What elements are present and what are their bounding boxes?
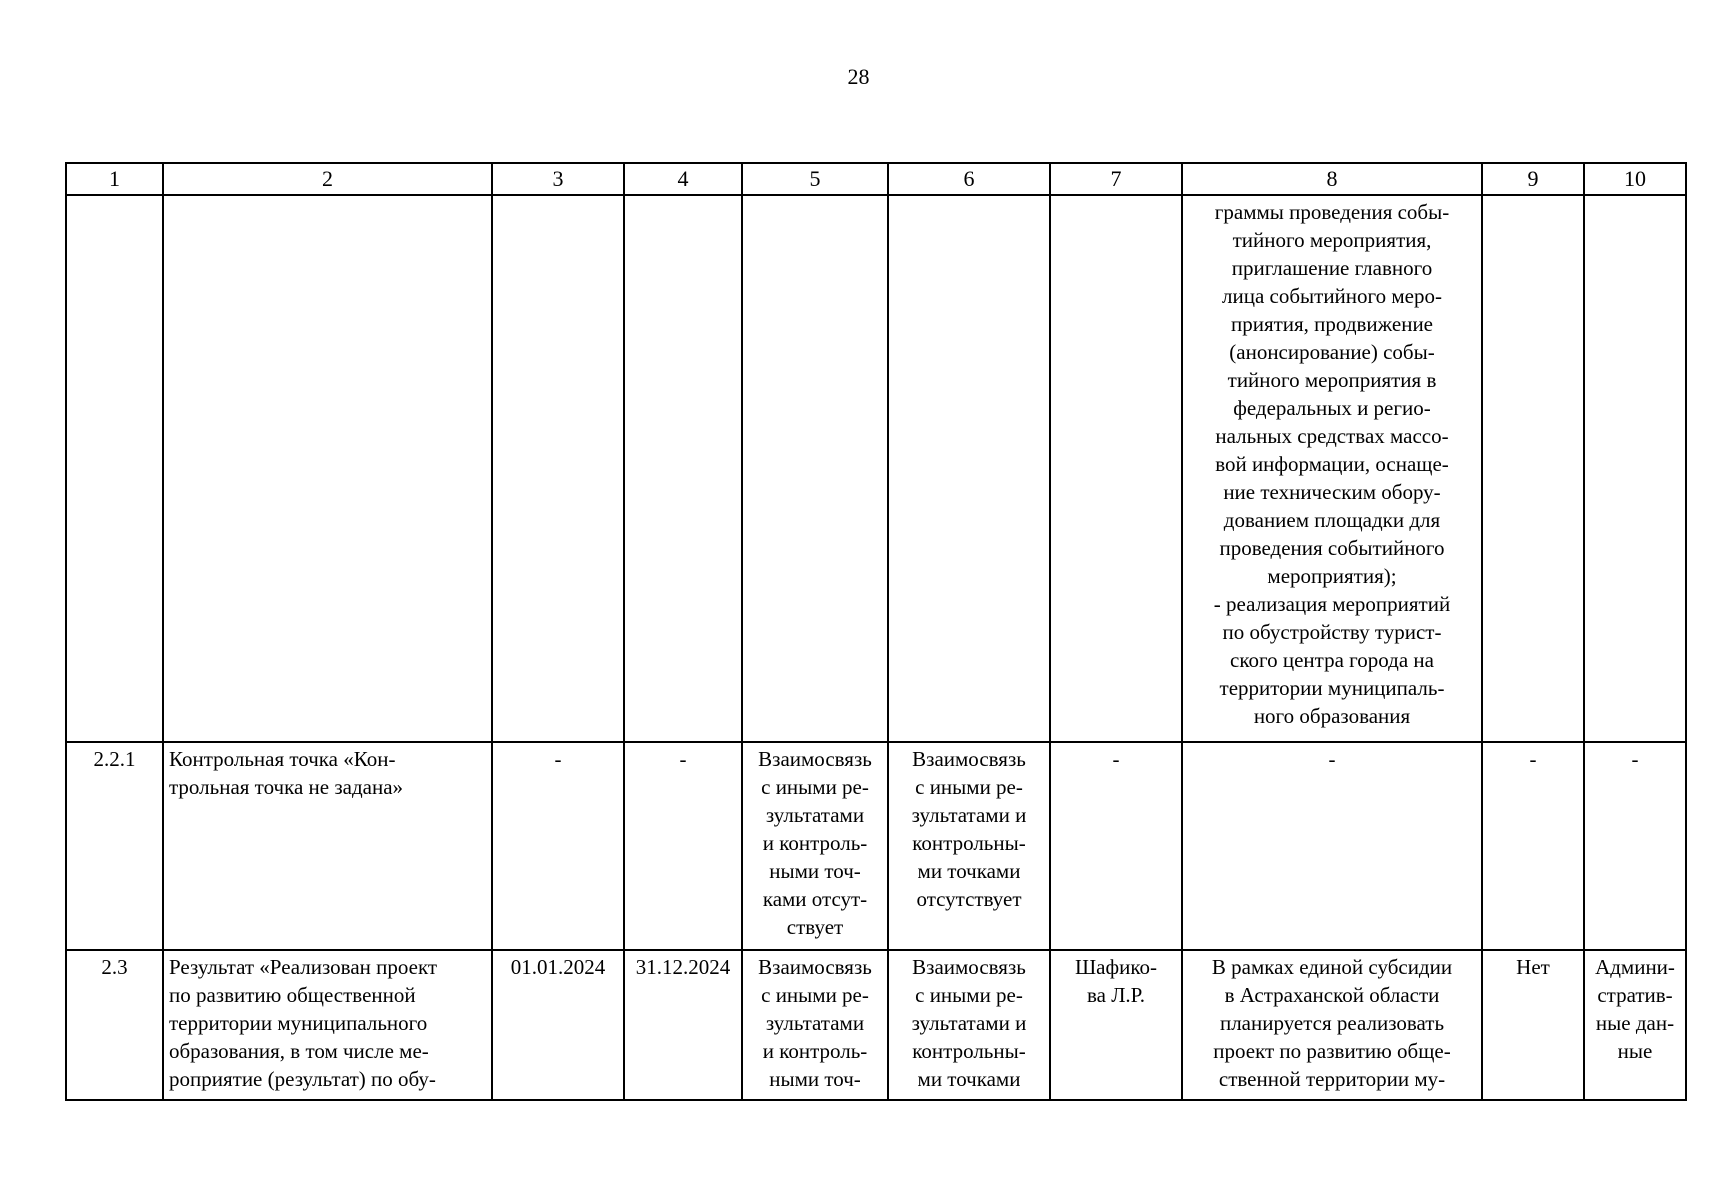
row-description: - (1182, 742, 1482, 950)
row-responsible: - (1050, 742, 1182, 950)
header-col-10: 10 (1584, 163, 1686, 195)
row-link-points: Взаимосвязь с иными ре- зультатами и контрольны- ми точками отсутствует (888, 742, 1050, 950)
row-start-date: 01.01.2024 (492, 950, 624, 1100)
row-end-date: 31.12.2024 (624, 950, 742, 1100)
row-responsible (1050, 195, 1182, 742)
row-responsible: Шафико- ва Л.Р. (1050, 950, 1182, 1100)
row-description: В рамках единой субсидии в Астраханской области планируется реализовать проект по развитию обще- ственной территории му- (1182, 950, 1482, 1100)
row-start-date (492, 195, 624, 742)
plan-table (65, 162, 1687, 1101)
row-col9 (1482, 195, 1584, 742)
row-number: 2.2.1 (66, 742, 163, 950)
header-row (66, 163, 1686, 195)
row-number (66, 195, 163, 742)
row-start-date: - (492, 742, 624, 950)
row-link-points (888, 195, 1050, 742)
header-col-8: 8 (1182, 163, 1482, 195)
row-col9: Нет (1482, 950, 1584, 1100)
row-link-results: Взаимосвязь с иными ре- зультатами и контроль- ными точ- ками отсут- ствует (742, 742, 888, 950)
row-col10: Админи- стратив- ные дан- ные (1584, 950, 1686, 1100)
table-row (66, 742, 1686, 950)
header-col-7: 7 (1050, 163, 1182, 195)
header-col-2: 2 (163, 163, 492, 195)
row-link-results (742, 195, 888, 742)
header-col-1: 1 (66, 163, 163, 195)
row-name: Результат «Реализован проект по развитию общественной территории муниципального образования, в том числе ме- роприятие (результат) по обу- (163, 950, 492, 1100)
header-col-4: 4 (624, 163, 742, 195)
row-description: граммы проведения собы- тийного мероприятия, приглашение главного лица событийного меро- приятия, продвижение (анонсирование) собы- тийного мероприятия в федеральных и регио- нальных средствах массо- вой информации, оснаще- ние техническим обору- дованием площадки для проведения событийного мероприятия); - реализация мероприятий по обустройству турист- ского центра города на территории муниципаль- ного образования (1182, 195, 1482, 742)
row-name: Контрольная точка «Кон- трольная точка не задана» (163, 742, 492, 950)
table-row (66, 950, 1686, 1100)
table-row (66, 195, 1686, 742)
row-link-results: Взаимосвязь с иными ре- зультатами и контроль- ными точ- (742, 950, 888, 1100)
row-col10 (1584, 195, 1686, 742)
row-col10: - (1584, 742, 1686, 950)
row-col9: - (1482, 742, 1584, 950)
page-number: 28 (847, 64, 870, 89)
header-col-5: 5 (742, 163, 888, 195)
header-col-6: 6 (888, 163, 1050, 195)
header-col-3: 3 (492, 163, 624, 195)
row-name (163, 195, 492, 742)
row-link-points: Взаимосвязь с иными ре- зультатами и контрольны- ми точками (888, 950, 1050, 1100)
row-end-date (624, 195, 742, 742)
row-number: 2.3 (66, 950, 163, 1100)
header-col-9: 9 (1482, 163, 1584, 195)
row-end-date: - (624, 742, 742, 950)
